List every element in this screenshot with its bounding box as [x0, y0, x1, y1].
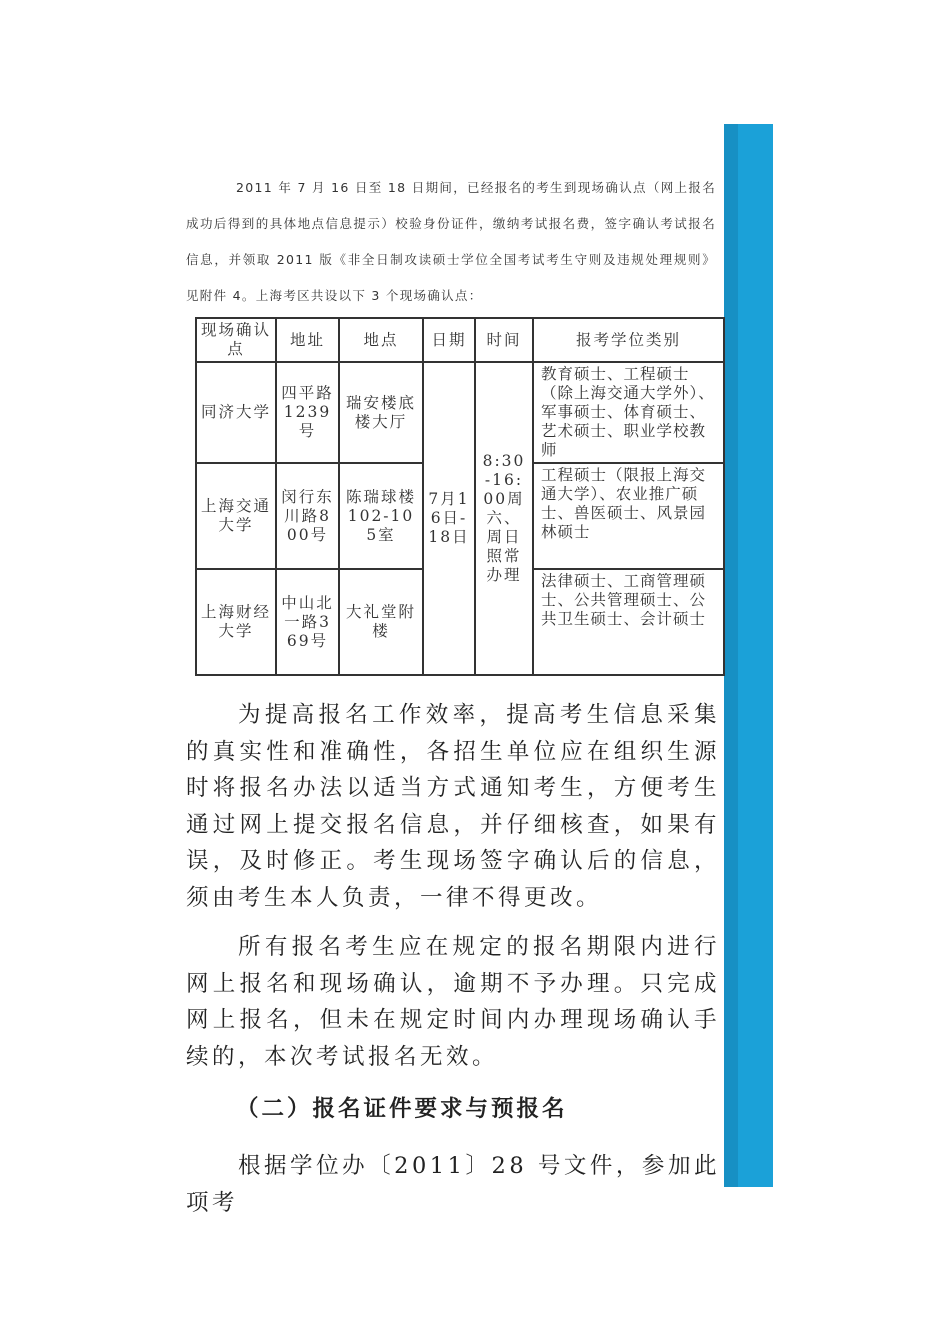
- header-location: 地点: [339, 318, 423, 362]
- cell-location: 陈瑞球楼102-105室: [339, 463, 423, 569]
- side-color-bar: [724, 124, 773, 1187]
- cell-degrees: 教育硕士、工程硕士（除上海交通大学外）、军事硕士、体育硕士、艺术硕士、职业学校教师: [533, 362, 724, 463]
- header-degrees: 报考学位类别: [533, 318, 724, 362]
- cell-site: 同济大学: [196, 362, 276, 463]
- cell-location: 大礼堂附楼: [339, 569, 423, 675]
- cell-time: 8:30-16:00周六、周日照常办理: [475, 362, 533, 675]
- cell-site: 上海交通大学: [196, 463, 276, 569]
- confirmation-sites-table: [195, 317, 725, 676]
- section-heading: （二）报名证件要求与预报名: [236, 1096, 568, 1122]
- cell-degrees: 工程硕士（限报上海交通大学）、农业推广硕士、兽医硕士、风景园林硕士: [533, 463, 724, 569]
- cell-site: 上海财经大学: [196, 569, 276, 675]
- cell-degrees: 法律硕士、工商管理硕士、公共管理硕士、公共卫生硕士、会计硕士: [533, 569, 724, 675]
- header-date: 日期: [423, 318, 475, 362]
- paragraph-deadline-text: 所有报名考生应在规定的报名期限内进行网上报名和现场确认，逾期不予办理。只完成网上报名，但未在规定时间内办理现场确认手续的，本次考试报名无效。: [186, 934, 720, 1070]
- header-address: 地址: [276, 318, 339, 362]
- cell-date: 7月16日-18日: [423, 362, 475, 675]
- table-row: [196, 362, 724, 463]
- cell-address: 中山北一路369号: [276, 569, 339, 675]
- paragraph-documents-text: 根据学位办〔2011〕28 号文件，参加此项考: [186, 1153, 720, 1216]
- table-header-row: [196, 318, 724, 362]
- header-time: 时间: [475, 318, 533, 362]
- paragraph-documents: [186, 1148, 720, 1221]
- cell-address: 四平路1239号: [276, 362, 339, 463]
- cell-location: 瑞安楼底楼大厅: [339, 362, 423, 463]
- intro-paragraph: [186, 170, 716, 314]
- header-site: 现场确认点: [196, 318, 276, 362]
- intro-text: 2011 年 7 月 16 日至 18 日期间，已经报名的考生到现场确认点（网上报名成功后得到的具体地点信息提示）校验身份证件，缴纳考试报名费，签字确认考试报名信息，并领取 2011 版《非全日制攻读硕士学位全国考试考生守则及违规处理规则》见附件 4。上海考区共设以下 3 个现场确认点：: [186, 180, 716, 303]
- paragraph-efficiency: [186, 697, 720, 917]
- paragraph-efficiency-text: 为提高报名工作效率，提高考生信息采集的真实性和准确性，各招生单位应在组织生源时将报名办法以适当方式通知考生，方便考生通过网上提交报名信息，并仔细核查，如果有误，及时修正。考生现场签字确认后的信息，须由考生本人负责，一律不得更改。: [186, 702, 720, 911]
- paragraph-deadline: [186, 929, 720, 1075]
- cell-address: 闵行东川路800号: [276, 463, 339, 569]
